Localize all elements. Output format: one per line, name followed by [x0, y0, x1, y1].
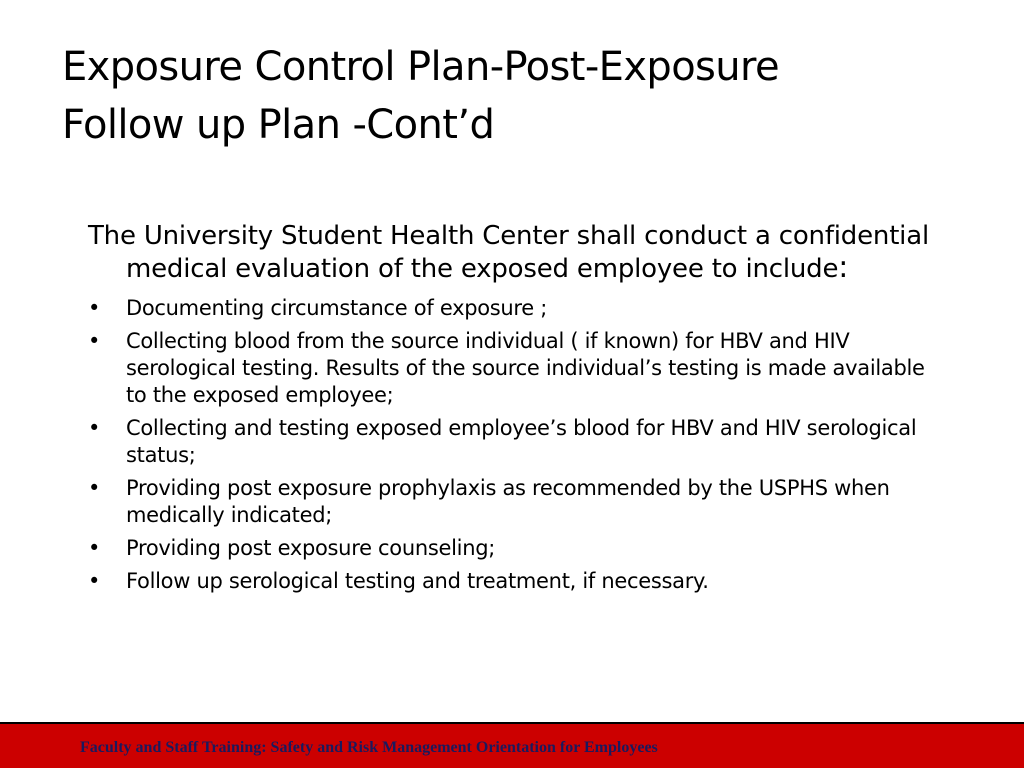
bullet-item-documenting	[88, 295, 938, 322]
bullet-text: Collecting blood from the source individual ( if known) for HBV and HIV serological testing. Results of the source individual’s testing is made available to the exposed employee;	[126, 329, 925, 407]
bullet-item-source-blood	[88, 328, 938, 409]
bullet-icon: •	[88, 536, 101, 560]
bullet-item-employee-blood	[88, 415, 938, 469]
intro-colon: :	[838, 250, 849, 285]
bullet-icon: •	[88, 476, 101, 500]
slide-title-line-2: Follow up Plan -Cont’d	[62, 102, 495, 148]
bullet-item-prophylaxis	[88, 475, 938, 529]
bullet-item-counseling	[88, 535, 938, 562]
bullet-icon: •	[88, 329, 101, 353]
bullet-text: Providing post exposure counseling;	[126, 536, 496, 560]
slide-body	[88, 220, 938, 601]
intro-paragraph	[88, 220, 938, 285]
slide-title	[62, 38, 962, 154]
bullet-list	[88, 295, 938, 595]
bullet-item-follow-up	[88, 568, 938, 595]
bullet-icon: •	[88, 416, 101, 440]
footer-bar	[0, 722, 1024, 768]
bullet-text: Providing post exposure prophylaxis as recommended by the USPHS when medically indicated;	[126, 476, 890, 527]
bullet-text: Follow up serological testing and treatment, if necessary.	[126, 569, 709, 593]
bullet-text: Collecting and testing exposed employee’s blood for HBV and HIV serological status;	[126, 416, 917, 467]
footer-text: Faculty and Staff Training: Safety and Risk Management Orientation for Employees	[80, 739, 658, 756]
slide-title-line-1: Exposure Control Plan-Post-Exposure	[62, 44, 780, 90]
bullet-icon: •	[88, 569, 101, 593]
bullet-text: Documenting circumstance of exposure ;	[126, 296, 548, 320]
bullet-icon: •	[88, 296, 101, 320]
intro-text: The University Student Health Center shall conduct a confidential medical evaluation of the exposed employee to include	[88, 221, 929, 284]
